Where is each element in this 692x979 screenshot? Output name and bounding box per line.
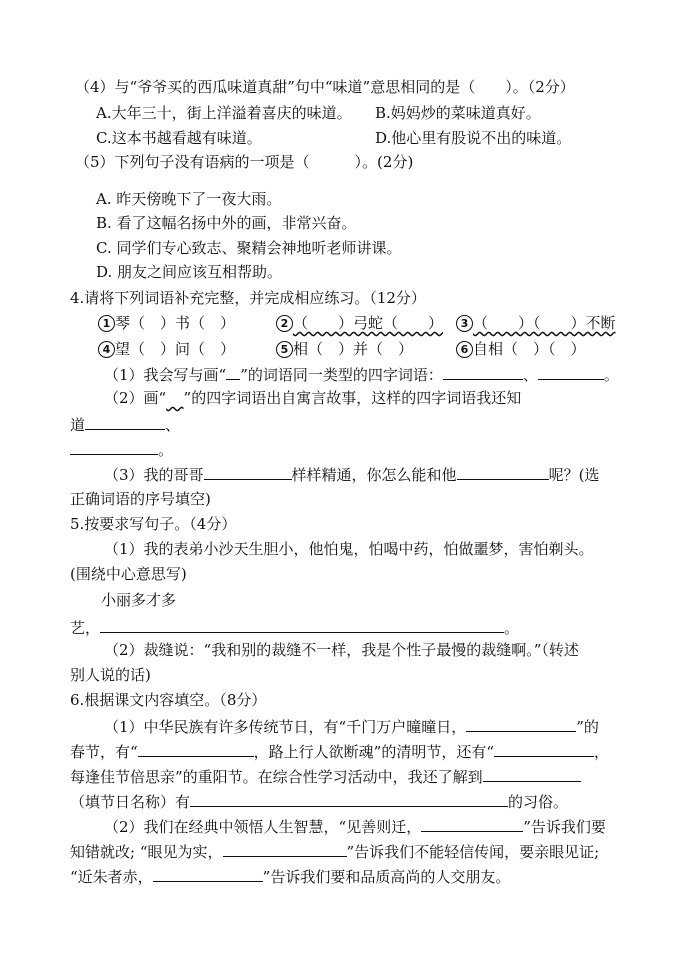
s4-subq2-text-c: 道 <box>70 416 86 434</box>
s5-subq1-end: 。 <box>504 619 520 637</box>
s6-line5-text-b: ”告诉我们要 <box>523 818 606 836</box>
word-item-4 <box>98 339 235 359</box>
s6-line1 <box>104 716 599 737</box>
s6-line4-text-a: （填节日名称）有 <box>70 793 191 811</box>
s6-line6 <box>70 841 599 862</box>
answer-blank[interactable] <box>70 439 158 455</box>
sample-underline <box>226 364 240 380</box>
q4-option-b: B.妈妈炒的菜味道真好。 <box>375 104 541 122</box>
answer-blank[interactable] <box>223 841 347 857</box>
circled-number-4: 4 <box>98 341 115 358</box>
answer-blank[interactable] <box>204 464 292 480</box>
s6-line5 <box>104 816 606 837</box>
s5-subq2-note: 别人说的话) <box>70 666 151 684</box>
s4-subq2-text-b: ”的四字词语出自寓言故事，这样的四字词语我还知 <box>183 389 522 407</box>
s4-subq2-sep: 、 <box>165 416 181 434</box>
s5-subq2: （2）裁缝说：“我和别的裁缝不一样，我是个性子最慢的裁缝啊。”（转述 <box>104 641 579 659</box>
q4-option-c: C.这本书越看越有味道。 <box>96 129 262 147</box>
s5-subq1-start: 小丽多才多 <box>101 591 177 609</box>
q5-option-c: C. 同学们专心致志、聚精会神地听老师讲课。 <box>96 239 402 257</box>
s4-subq3-text-b: 样样精通，你怎么能和他 <box>291 466 457 484</box>
s5-subq1: （1）我的表弟小沙天生胆小，他怕鬼，怕喝中药，怕做噩梦，害怕剃头。 <box>104 540 594 558</box>
s4-subq1-end: 。 <box>603 366 619 384</box>
word-item-2 <box>276 313 443 333</box>
q4-stem: （4）与“爷爷买的西瓜味道真甜”句中“味道”意思相同的是（ ）。（2分） <box>75 78 575 96</box>
s4-subq1-text-b: ”的词语同一类型的四字词语： <box>240 366 443 384</box>
word-item-6 <box>456 339 586 359</box>
s5-subq1-note: (围绕中心意思写) <box>70 565 187 583</box>
s4-subq1-sep: 、 <box>522 366 538 384</box>
s4-subq2-cont <box>70 414 180 435</box>
word-item-5-text: 相（ ）并（ ） <box>293 340 414 358</box>
s6-line7 <box>70 866 510 887</box>
q5-option-a: A. 昨天傍晚下了一夜大雨。 <box>96 190 282 208</box>
s4-subq3-text-c: 呢？(选 <box>548 466 600 484</box>
answer-blank[interactable] <box>421 816 523 832</box>
s6-line4-text-b: 的习俗。 <box>508 793 569 811</box>
word-item-3-text: （ ）（ ）不断 <box>473 314 616 332</box>
answer-blank[interactable] <box>153 866 263 882</box>
section4-title: 4.请将下列词语补充完整，并完成相应练习。（12分） <box>70 289 426 307</box>
answer-blank[interactable] <box>466 716 576 732</box>
s6-line7-text-a: “近朱者赤， <box>70 868 153 886</box>
circled-number-2: 2 <box>276 315 293 332</box>
word-item-3 <box>456 313 616 333</box>
s6-line2 <box>70 741 609 762</box>
s6-line4 <box>70 791 568 812</box>
answer-blank[interactable] <box>190 791 508 807</box>
circled-number-3: 3 <box>456 315 473 332</box>
section6-title: 6.根据课文内容填空。（8分） <box>70 691 267 709</box>
s6-line6-text-a: 知错就改; “眼见为实， <box>70 843 223 861</box>
s6-line5-text-a: （2）我们在经典中领悟人生智慧，“见善则迁， <box>104 818 422 836</box>
word-item-6-text: 自相（ ）（ ） <box>473 340 586 358</box>
answer-blank[interactable] <box>85 414 165 430</box>
answer-blank[interactable] <box>494 741 594 757</box>
q5-option-b: B. 看了这幅名扬中外的画，非常兴奋。 <box>96 214 357 232</box>
s6-line1-text-b: ”的 <box>576 718 599 736</box>
s4-subq3-text-a: （3）我的哥哥 <box>104 466 204 484</box>
answer-blank[interactable] <box>443 364 523 380</box>
s4-subq1-text-a: （1）我会写与画“ <box>104 366 227 384</box>
answer-blank[interactable] <box>138 741 254 757</box>
circled-number-5: 5 <box>276 341 293 358</box>
word-item-1 <box>98 313 235 333</box>
s6-line2-text-c: ， <box>594 743 610 761</box>
s6-line7-text-b: ”告诉我们要和品质高尚的人交朋友。 <box>262 868 511 886</box>
section5-title: 5.按要求写句子。（4分） <box>70 515 237 533</box>
answer-blank[interactable] <box>538 364 604 380</box>
s6-line6-text-b: ”告诉我们不能轻信传闻，要亲眼见证; <box>346 843 600 861</box>
word-item-5 <box>276 339 413 359</box>
s6-line2-text-b: ，路上行人欲断魂”的清明节，还有“ <box>253 743 495 761</box>
s4-subq1 <box>104 364 619 385</box>
q5-stem: （5）下列句子没有语病的一项是（ ）。(2分) <box>75 153 414 171</box>
q4-option-d: D.他心里有股说不出的味道。 <box>375 129 572 147</box>
q4-option-a: A.大年三十，街上洋溢着喜庆的味道。 <box>96 104 352 122</box>
s4-subq3-cont: 正确词语的序号填空) <box>70 490 211 508</box>
answer-blank[interactable] <box>483 766 581 782</box>
word-item-1-text: 琴（ ）书（ ） <box>115 314 236 332</box>
sample-wavy-mark <box>166 389 183 407</box>
s6-line3 <box>70 766 581 787</box>
s4-subq2-end: 。 <box>158 441 174 459</box>
word-item-4-text: 望（ ）问（ ） <box>115 340 236 358</box>
answer-blank[interactable] <box>100 617 504 633</box>
s4-subq3 <box>104 464 599 485</box>
s5-subq1-text-d: 艺， <box>70 619 101 637</box>
s6-line1-text-a: （1）中华民族有许多传统节日，有“千门万户曈曈日， <box>104 718 467 736</box>
s4-subq2-text-a: （2）画“ <box>104 389 167 407</box>
s4-subq2 <box>104 388 521 408</box>
s6-line3-text-a: 每逢佳节倍思亲”的重阳节。在综合性学习活动中，我还了解到 <box>70 768 483 786</box>
circled-number-1: 1 <box>98 315 115 332</box>
word-item-2-text: （ ）弓蛇（ ） <box>293 314 444 332</box>
s4-subq2-line2 <box>70 439 173 460</box>
answer-blank[interactable] <box>457 464 549 480</box>
s5-subq1-answer <box>70 617 519 638</box>
s6-line2-text-a: 春节，有“ <box>70 743 138 761</box>
q5-option-d: D. 朋友之间应该互相帮助。 <box>96 263 283 281</box>
circled-number-6: 6 <box>456 341 473 358</box>
